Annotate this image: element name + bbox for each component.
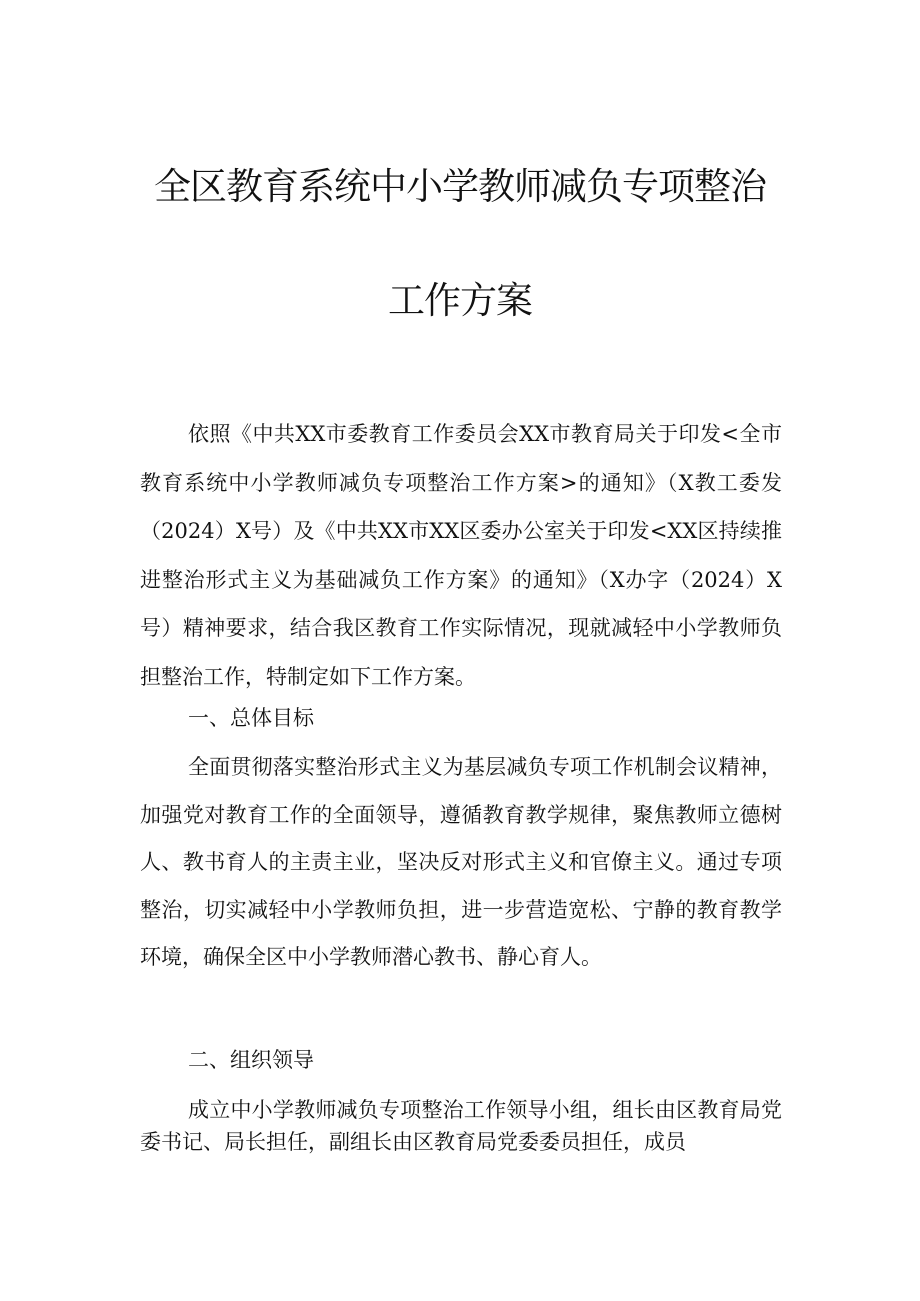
section-2-paragraph [140,1094,782,1158]
section-2-heading-text: 二、组织领导 [188,1048,314,1072]
section-2-text: 成立中小学教师减负专项整治工作领导小组，组长由区教育局党委书记、局长担任，副组长由区教育局党委委员担任，成员 [140,1098,782,1154]
section-2-heading [140,1040,782,1080]
intro-text: 依照《中共XX市委教育工作委员会XX市教育局关于印发<全市教育系统中小学教师减负专项整治工作方案>的通知》（X教工委发（2024）X号）及《中共XX市XX区委办公室关于印发<XX区持续推进整治形式主义为基础减负工作方案》的通知》（X办字（2024）X号）精神要求，结合我区教育工作实际情况，现就减轻中小学教师负担整治工作，特制定如下工作方案。 [140,422,782,689]
document-title-line-2: 工作方案 [388,279,532,322]
document-title-line-1: 全区教育系统中小学教师减负专项整治 [154,165,766,208]
section-1-paragraph [140,744,782,982]
section-1-text: 全面贯彻落实整治形式主义为基层减负专项工作机制会议精神，加强党对教育工作的全面领导，遵循教育教学规律，聚焦教师立德树人、教书育人的主责主业，坚决反对形式主义和官僚主义。通过专项整治，切实减轻中小学教师负担，进一步营造宽松、宁静的教育教学环境，确保全区中小学教师潜心教书、静心育人。 [140,755,782,969]
section-1-heading [140,698,782,738]
intro-paragraph [140,410,782,701]
section-1-heading-text: 一、总体目标 [188,706,314,730]
